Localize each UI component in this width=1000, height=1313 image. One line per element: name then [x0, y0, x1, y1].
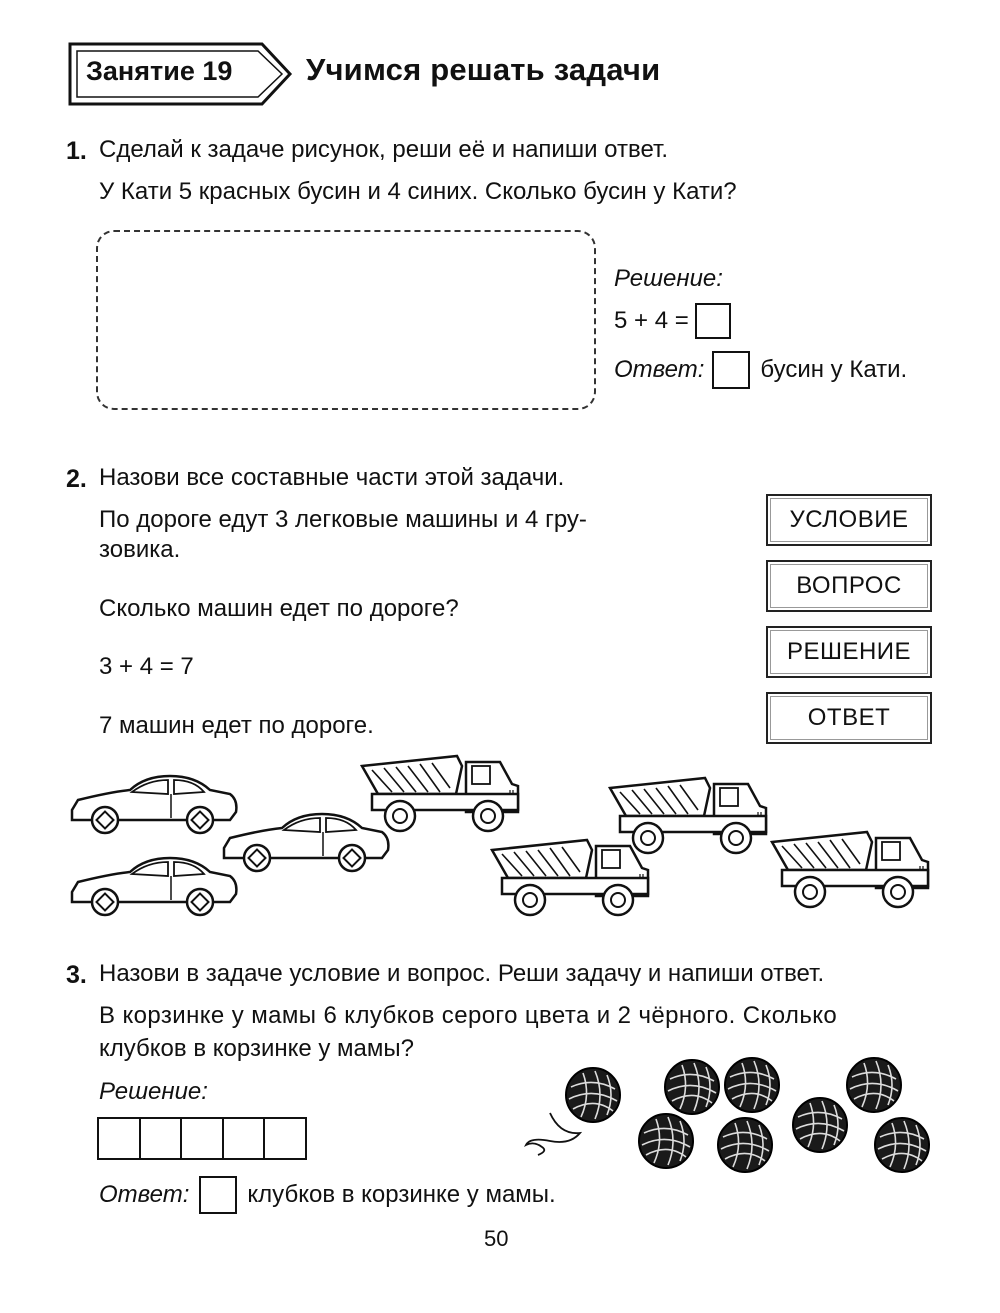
task3-instruction: Назови в задаче условие и вопрос. Реши задачу и напиши ответ.: [99, 960, 825, 987]
task1-problem: У Кати 5 красных бусин и 4 синих. Сколько бусин у Кати?: [99, 178, 737, 205]
yarn-balls-illustration: [520, 1055, 940, 1185]
task3-problem-line1: В корзинке у мамы 6 клубков серого цвета и 2 чёрного. Сколько: [99, 1002, 838, 1029]
task1-expression: 5 + 4 =: [614, 307, 689, 334]
label-condition[interactable]: УСЛОВИЕ: [766, 494, 932, 546]
task3-answer-box[interactable]: [199, 1176, 237, 1214]
task3-answer-label: Ответ:: [99, 1181, 190, 1208]
lesson-label: Занятие 19: [86, 56, 233, 86]
drawing-area[interactable]: [96, 230, 596, 410]
task3-number: 3.: [66, 961, 87, 989]
task2-condition-line2: зовика.: [99, 536, 181, 563]
task1-number: 1.: [66, 137, 87, 165]
yarn-thread: [526, 1113, 580, 1155]
label-answer[interactable]: ОТВЕТ: [766, 692, 932, 744]
task1-expression-row: [614, 303, 731, 339]
task3-answer-row: [99, 1176, 556, 1214]
task3-solution-grid: [97, 1117, 307, 1160]
page-title: Учимся решать задачи: [306, 52, 661, 87]
task1-solution-label: Решение:: [614, 265, 723, 292]
vehicles-illustration: [60, 750, 970, 930]
task2-question: Сколько машин едет по дороге?: [99, 595, 459, 622]
task2-instruction: Назови все составные части этой задачи.: [99, 464, 565, 491]
task3-answer-suffix: клубков в корзинке у мамы.: [247, 1181, 556, 1208]
solution-cell[interactable]: [97, 1117, 141, 1160]
solution-cell[interactable]: [180, 1117, 224, 1160]
task2-number: 2.: [66, 465, 87, 493]
task2-answer: 7 машин едет по дороге.: [99, 712, 374, 739]
task2-solution: 3 + 4 = 7: [99, 653, 194, 680]
task1-answer-row: [614, 351, 907, 389]
task1-answer-box-sum[interactable]: [695, 303, 731, 339]
task2-condition-line1: По дороге едут 3 легковые машины и 4 гру-: [99, 506, 587, 533]
task3-solution-label: Решение:: [99, 1078, 208, 1105]
task1-answer-suffix: бусин у Кати.: [760, 356, 908, 383]
task3-problem-line2: клубков в корзинке у мамы?: [99, 1035, 414, 1062]
task1-answer-label: Ответ:: [614, 356, 705, 383]
solution-cell[interactable]: [139, 1117, 183, 1160]
task1-instruction: Сделай к задаче рисунок, реши её и напиши ответ.: [99, 136, 669, 163]
page-number: 50: [484, 1226, 509, 1251]
solution-cell[interactable]: [222, 1117, 266, 1160]
label-question[interactable]: ВОПРОС: [766, 560, 932, 612]
task1-answer-box[interactable]: [712, 351, 750, 389]
label-solution[interactable]: РЕШЕНИЕ: [766, 626, 932, 678]
lesson-tag: [68, 42, 288, 102]
solution-cell[interactable]: [263, 1117, 307, 1160]
